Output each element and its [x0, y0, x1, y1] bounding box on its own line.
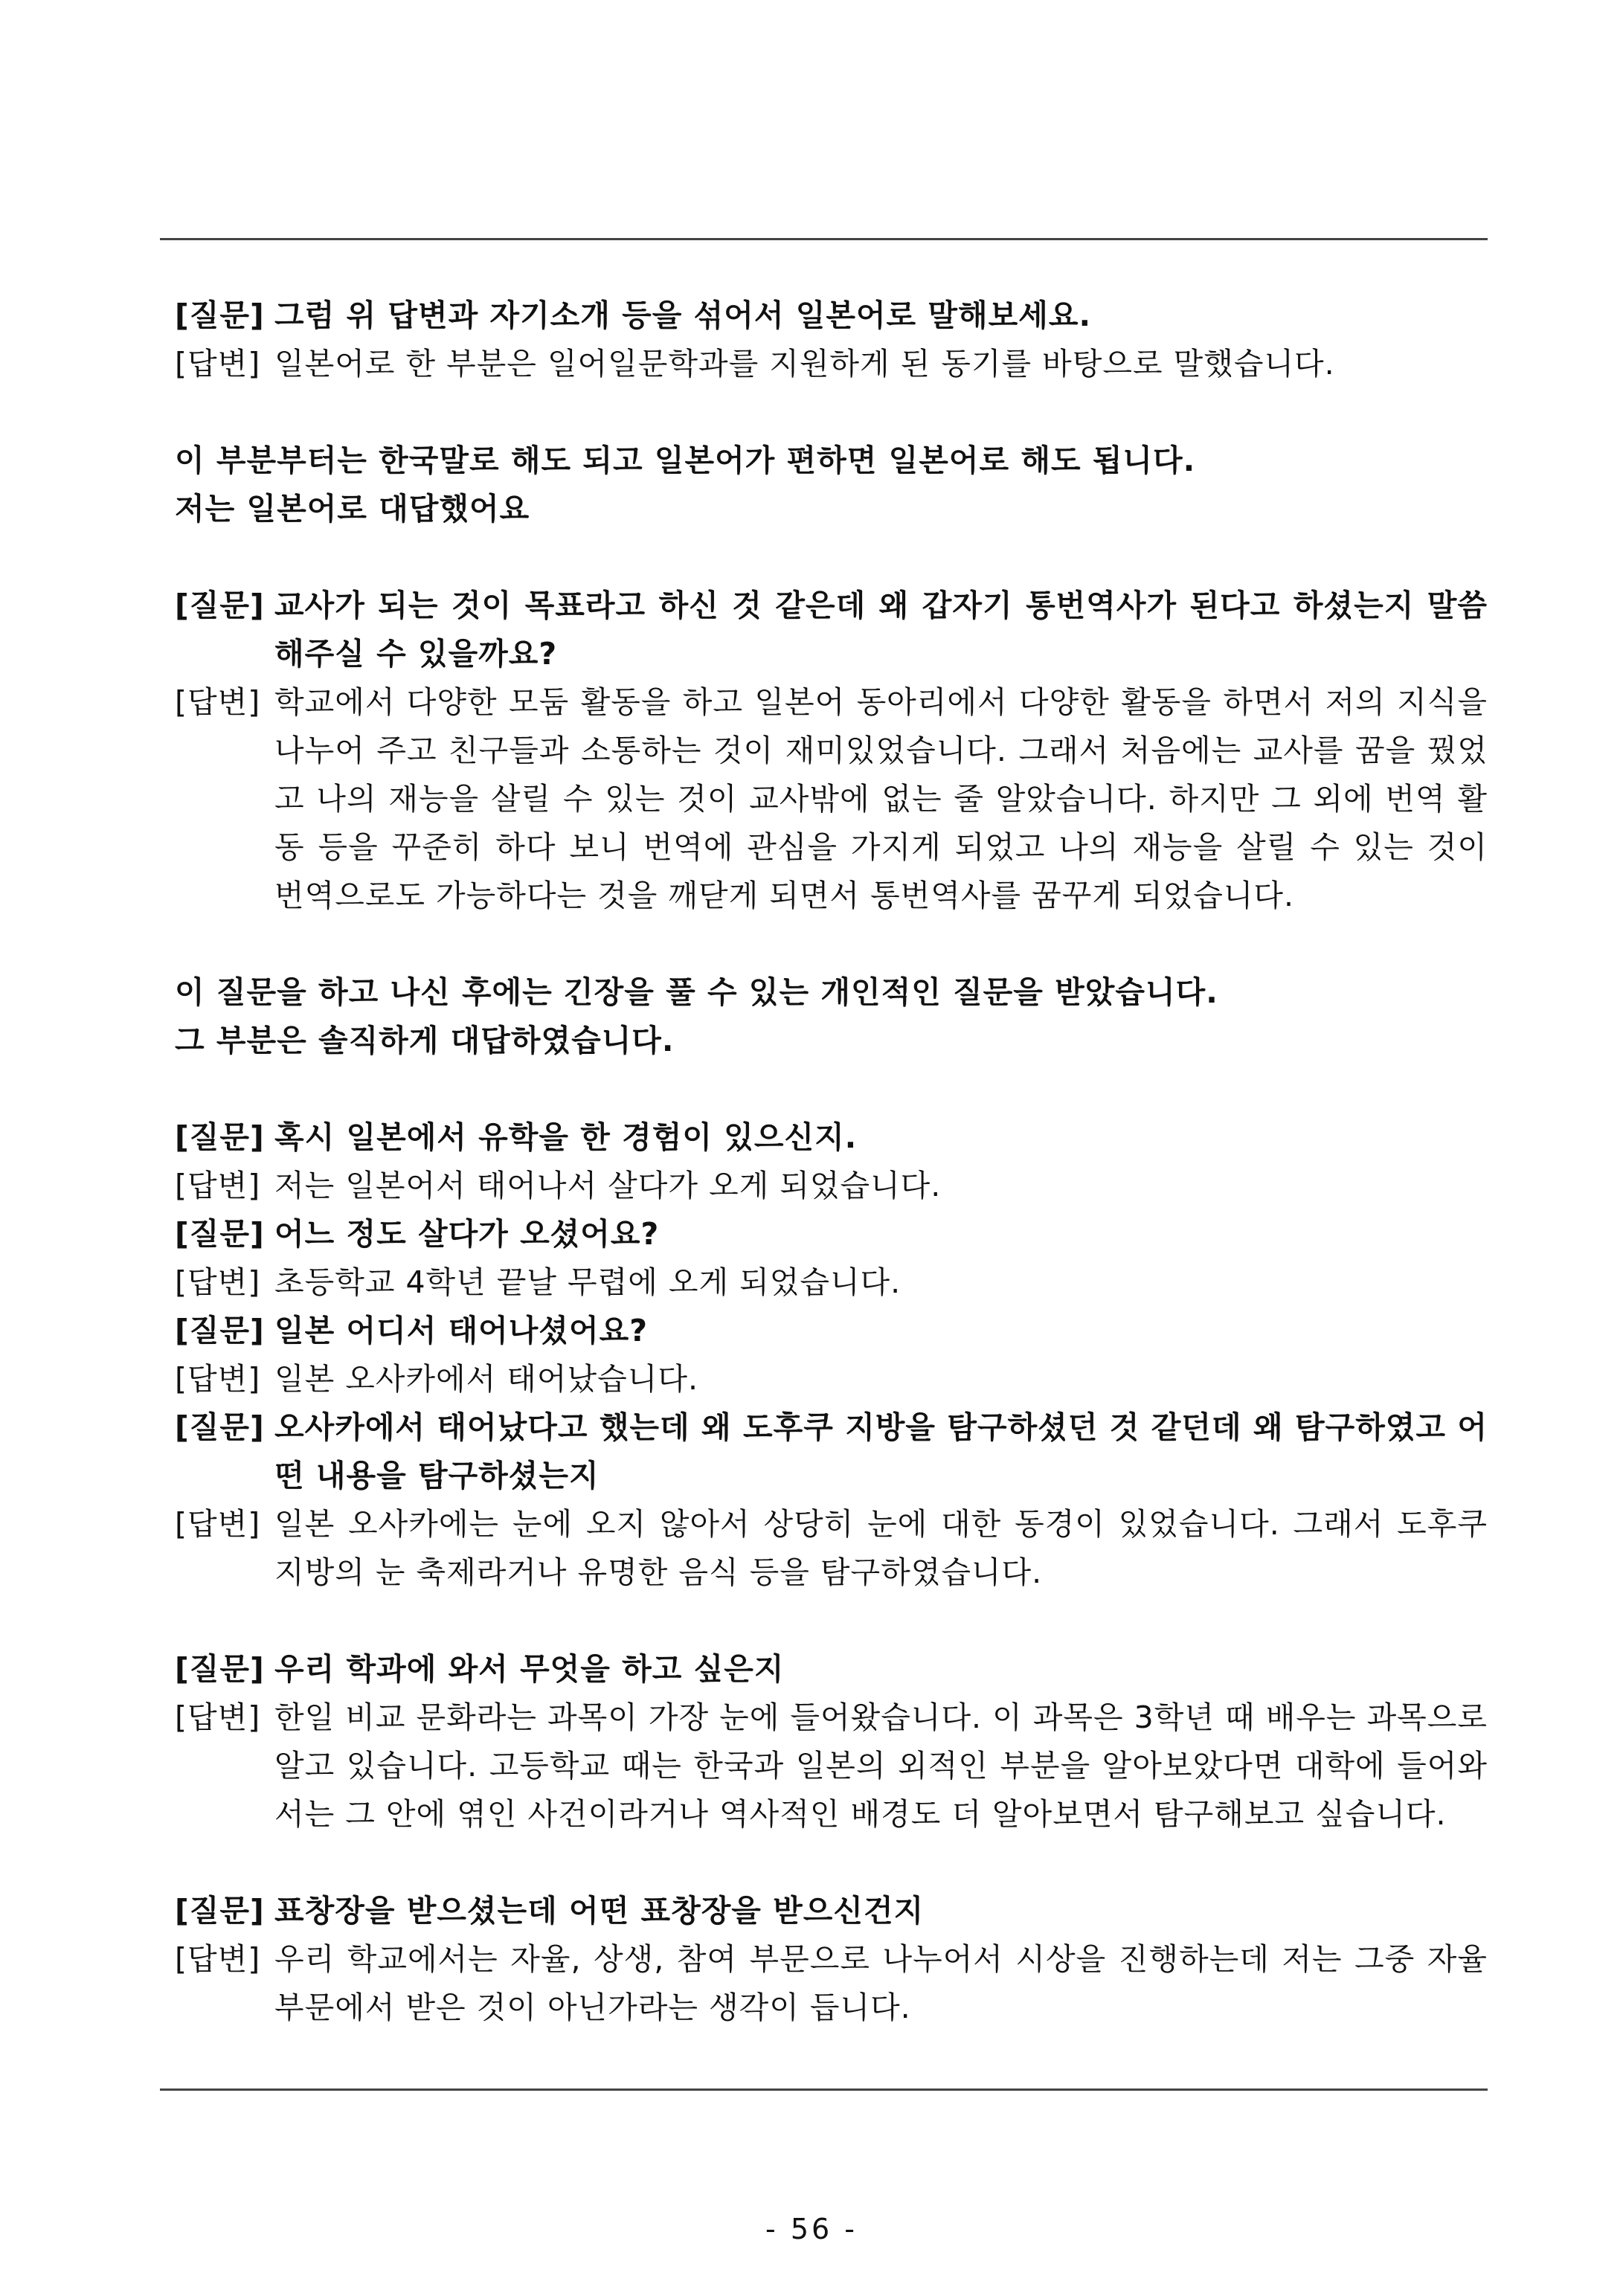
answer-tag: [답변]	[175, 1361, 261, 1397]
answer-tag: [답변]	[175, 1168, 261, 1203]
answer-text: 일본어로 한 부분은 일어일문학과를 지원하게 된 동기를 바탕으로 말했습니다.	[274, 346, 1335, 382]
footer-rule	[160, 2088, 1488, 2091]
answer-item	[175, 1258, 1488, 1307]
paragraph-gap	[175, 920, 1488, 968]
answer-tag: [답변]	[175, 346, 261, 382]
answer-tag: [답변]	[175, 1700, 261, 1735]
question-tag: [질문]	[175, 298, 265, 333]
question-tag: [질문]	[175, 1119, 265, 1155]
note-line: 이 질문을 하고 나신 후에는 긴장을 풀 수 있는 개인적인 질문을 받았습니다.	[175, 974, 1218, 1010]
answer-item	[175, 1162, 1488, 1210]
answer-tag: [답변]	[175, 1506, 261, 1542]
question-item	[175, 292, 1488, 340]
question-item	[175, 1887, 1488, 1935]
paragraph-gap	[175, 1065, 1488, 1113]
question-tag: [질문]	[175, 1216, 265, 1252]
question-tag: [질문]	[175, 1893, 265, 1929]
question-text: 표창장을 받으셨는데 어떤 표창장을 받으신건지	[274, 1893, 925, 1929]
answer-item	[175, 1694, 1488, 1839]
answer-item	[175, 678, 1488, 920]
answer-tag: [답변]	[175, 684, 261, 720]
answer-text: 우리 학교에서는 자율, 상생, 참여 부문으로 나누어서 시상을 진행하는데 저는 그중 자율 부문에서 받은 것이 아닌가라는 생각이 듭니다.	[274, 1941, 1488, 2025]
question-item	[175, 582, 1488, 678]
answer-item	[175, 1355, 1488, 1403]
answer-text: 일본 오사카에서 태어났습니다.	[274, 1361, 698, 1397]
page-number: - 56 -	[765, 2213, 858, 2245]
question-tag: [질문]	[175, 1409, 265, 1445]
answer-text: 초등학교 4학년 끝날 무렵에 오게 되었습니다.	[274, 1264, 902, 1300]
question-text: 교사가 되는 것이 목표라고 하신 것 같은데 왜 갑자기 통번역사가 된다고 하셨는지 말씀해주실 수 있을까요?	[274, 588, 1488, 672]
answer-text: 일본 오사카에는 눈에 오지 않아서 상당히 눈에 대한 동경이 있었습니다. 그래서 도후쿠 지방의 눈 축제라거나 유명한 음식 등을 탐구하였습니다.	[274, 1506, 1488, 1590]
answer-item	[175, 1500, 1488, 1597]
document-body	[175, 292, 1488, 2032]
paragraph-gap	[175, 1597, 1488, 1645]
question-text: 어느 정도 살다가 오셨어요?	[274, 1216, 660, 1252]
question-tag: [질문]	[175, 1651, 265, 1687]
question-item	[175, 1403, 1488, 1500]
answer-tag: [답변]	[175, 1941, 261, 1977]
question-text: 오사카에서 태어났다고 했는데 왜 도후쿠 지방을 탐구하셨던 것 같던데 왜 탐구하였고 어떤 내용을 탐구하셨는지	[274, 1409, 1488, 1493]
answer-tag: [답변]	[175, 1264, 261, 1300]
answer-item	[175, 340, 1488, 388]
paragraph-gap	[175, 533, 1488, 582]
answer-item	[175, 1935, 1488, 2032]
question-item	[175, 1645, 1488, 1694]
question-text: 우리 학과에 와서 무엇을 하고 싶은지	[274, 1651, 785, 1687]
note-line: 이 부분부터는 한국말로 해도 되고 일본어가 편하면 일본어로 해도 됩니다.	[175, 443, 1196, 478]
question-text: 혹시 일본에서 유학을 한 경험이 있으신지.	[274, 1119, 858, 1155]
question-item	[175, 1307, 1488, 1355]
header-rule	[160, 238, 1488, 240]
question-item	[175, 1113, 1488, 1162]
question-tag: [질문]	[175, 588, 265, 623]
paragraph-gap	[175, 1839, 1488, 1887]
answer-text: 학교에서 다양한 모둠 활동을 하고 일본어 동아리에서 다양한 활동을 하면서 저의 지식을 나누어 주고 친구들과 소통하는 것이 재미있었습니다. 그래서 처음에는 교사를 꿈을 꿨었고 나의 재능을 살릴 수 있는 것이 교사밖에 없는 줄 알았습니다. 하지만 그 외에 번역 활동 등을 꾸준히 하다 보니 번역에 관심을 가지게 되었고 나의 재능을 살릴 수 있는 것이 번역으로도 가능하다는 것을 깨닫게 되면서 통번역사를 꿈꾸게 되었습니다.	[274, 684, 1488, 913]
question-tag: [질문]	[175, 1313, 265, 1348]
question-text: 그럼 위 답변과 자기소개 등을 섞어서 일본어로 말해보세요.	[274, 298, 1092, 333]
question-text: 일본 어디서 태어나셨어요?	[274, 1313, 648, 1348]
note-line: 저는 일본어로 대답했어요	[175, 491, 530, 527]
answer-text: 한일 비교 문화라는 과목이 가장 눈에 들어왔습니다. 이 과목은 3학년 때 배우는 과목으로 알고 있습니다. 고등학교 때는 한국과 일본의 외적인 부분을 알아보았다면 대학에 들어와서는 그 안에 엮인 사건이라거나 역사적인 배경도 더 알아보면서 탐구해보고 싶습니다.	[274, 1700, 1488, 1832]
question-item	[175, 1210, 1488, 1258]
answer-text: 저는 일본어서 태어나서 살다가 오게 되었습니다.	[274, 1168, 942, 1203]
note-line: 그 부분은 솔직하게 대답하였습니다.	[175, 1023, 675, 1058]
paragraph-gap	[175, 388, 1488, 437]
